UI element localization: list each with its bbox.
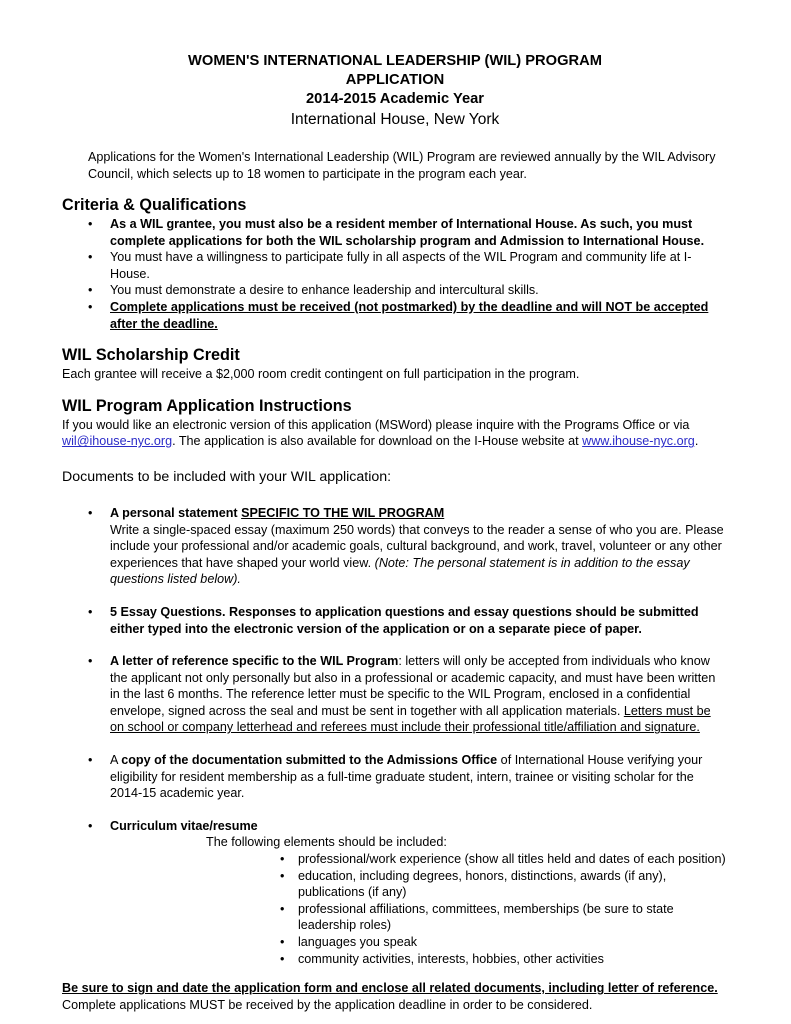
closing-bold-underline: Be sure to sign and date the application form and enclose all related documents, including letter of reference.	[62, 981, 718, 996]
criteria-bullet-2-text: You must have a willingness to participate fully in all aspects of the WIL Program and community life at I-House.	[110, 250, 692, 281]
website-link[interactable]: www.ihouse-nyc.org	[582, 434, 695, 449]
scholarship-credit-body: Each grantee will receive a $2,000 room credit contingent on full participation in the program.	[62, 367, 580, 382]
instructions-body	[62, 417, 728, 450]
closing-normal: Complete applications MUST be received by the application deadline in order to be considered.	[62, 997, 593, 1012]
intro-paragraph: Applications for the Women's International Leadership (WIL) Program are reviewed annually by the WIL Advisory Council, which selects up to 18 women to participate in the program each year.	[88, 150, 716, 181]
list-item	[62, 282, 728, 299]
page-title-line-4: International House, New York	[290, 111, 500, 128]
admissions-doc-pretext: A	[110, 753, 122, 768]
list-item	[62, 249, 728, 282]
list-item: • professional/work experience (show all titles held and dates of each position)	[110, 851, 728, 868]
list-item: • education, including degrees, honors, distinctions, awards (if any), publications (if any)	[110, 868, 728, 901]
personal-statement-lead-underline: SPECIFIC TO THE WIL PROGRAM	[241, 505, 445, 520]
personal-statement-lead: A personal statement	[110, 505, 242, 520]
essay-questions-text: 5 Essay Questions. Responses to application questions and essay questions should be submitted either typed into the electronic version of the application or on a separate piece of paper.	[110, 604, 699, 636]
list-item: • languages you speak	[110, 934, 728, 951]
criteria-bullet-3-text: You must demonstrate a desire to enhance leadership and intercultural skills.	[110, 283, 539, 298]
cv-sub-intro: The following elements should be included:	[206, 835, 447, 850]
spacer	[62, 967, 728, 980]
cv-sub-bullet-list	[110, 851, 728, 967]
criteria-heading: Criteria & Qualifications	[62, 196, 247, 214]
list-item	[62, 604, 728, 637]
personal-statement-body: Write a single-spaced essay (maximum 250 words) that conveys to the reader a sense of who you are. Please include your professional and/or academic goals, cultural background, and work, travel, volunteer or any other experiences that have shaped your world view.	[110, 522, 724, 570]
list-item: • community activities, interests, hobbies, other activities	[110, 951, 728, 968]
admissions-doc-lead: copy of the documentation submitted to the Admissions Office	[121, 753, 498, 768]
instructions-heading: WIL Program Application Instructions	[62, 396, 352, 415]
list-item	[62, 216, 728, 249]
spacer	[62, 450, 728, 468]
list-item: • professional affiliations, committees, memberships (be sure to state leadership roles)	[110, 901, 728, 934]
instructions-text-part-1: If you would like an electronic version of this application (MSWord) please inquire with the Programs Office or via	[62, 417, 690, 432]
cv-resume-label: Curriculum vitae/resume	[110, 818, 258, 833]
instructions-text-part-2: . The application is also available for download on the I-House website at	[172, 434, 583, 449]
scholarship-credit-heading: WIL Scholarship Credit	[62, 346, 240, 365]
reference-letter-underline: Letters must be on school or company letterhead and referees must include their professional title/affiliation and signature.	[110, 703, 711, 735]
page-title-line-1: WOMEN'S INTERNATIONAL LEADERSHIP (WIL) PROGRAM	[188, 53, 602, 69]
reference-letter-lead: A letter of reference specific to the WIL Program	[110, 654, 399, 669]
documents-bullet-list	[62, 505, 728, 967]
reference-letter-body: : letters will only be accepted from individuals who know the applicant not only personally but also in a professional or academic capacity, and must have been written in the last 6 months. The reference letter must be specific to the WIL Program, enclosed in a confidential envelope, signed across the seal and must be sent in together with all application materials.	[110, 654, 716, 718]
criteria-bullet-list	[62, 216, 728, 332]
list-item	[62, 752, 728, 802]
personal-statement-note: (Note: The personal statement is in addition to the essay questions listed below).	[110, 555, 690, 587]
document-title-block	[62, 52, 728, 130]
spacer	[62, 487, 728, 505]
document-content	[62, 52, 728, 1013]
email-link[interactable]: wil@ihouse-nyc.org	[62, 434, 173, 449]
closing-paragraph	[62, 980, 728, 1013]
list-item	[62, 818, 728, 967]
page-title-line-3: 2014-2015 Academic Year	[305, 91, 485, 107]
documents-intro-line: Documents to be included with your WIL application:	[62, 468, 392, 485]
list-item	[62, 505, 728, 588]
criteria-bullet-1-text: As a WIL grantee, you must also be a resident member of International House. As such, you must complete applications for both the WIL scholarship program and Admission to International House.	[110, 217, 705, 248]
instructions-text-part-3: .	[694, 434, 699, 449]
list-item	[62, 299, 728, 332]
criteria-bullet-4-text: Complete applications must be received (not postmarked) by the deadline and will NOT be accepted after the deadline.	[110, 299, 709, 331]
list-item	[62, 653, 728, 736]
admissions-doc-body: of International House verifying your eligibility for resident membership as a full-time graduate student, intern, trainee or visiting scholar for the 2014-15 academic year.	[110, 753, 703, 801]
page-title-line-2: APPLICATION	[345, 72, 445, 88]
